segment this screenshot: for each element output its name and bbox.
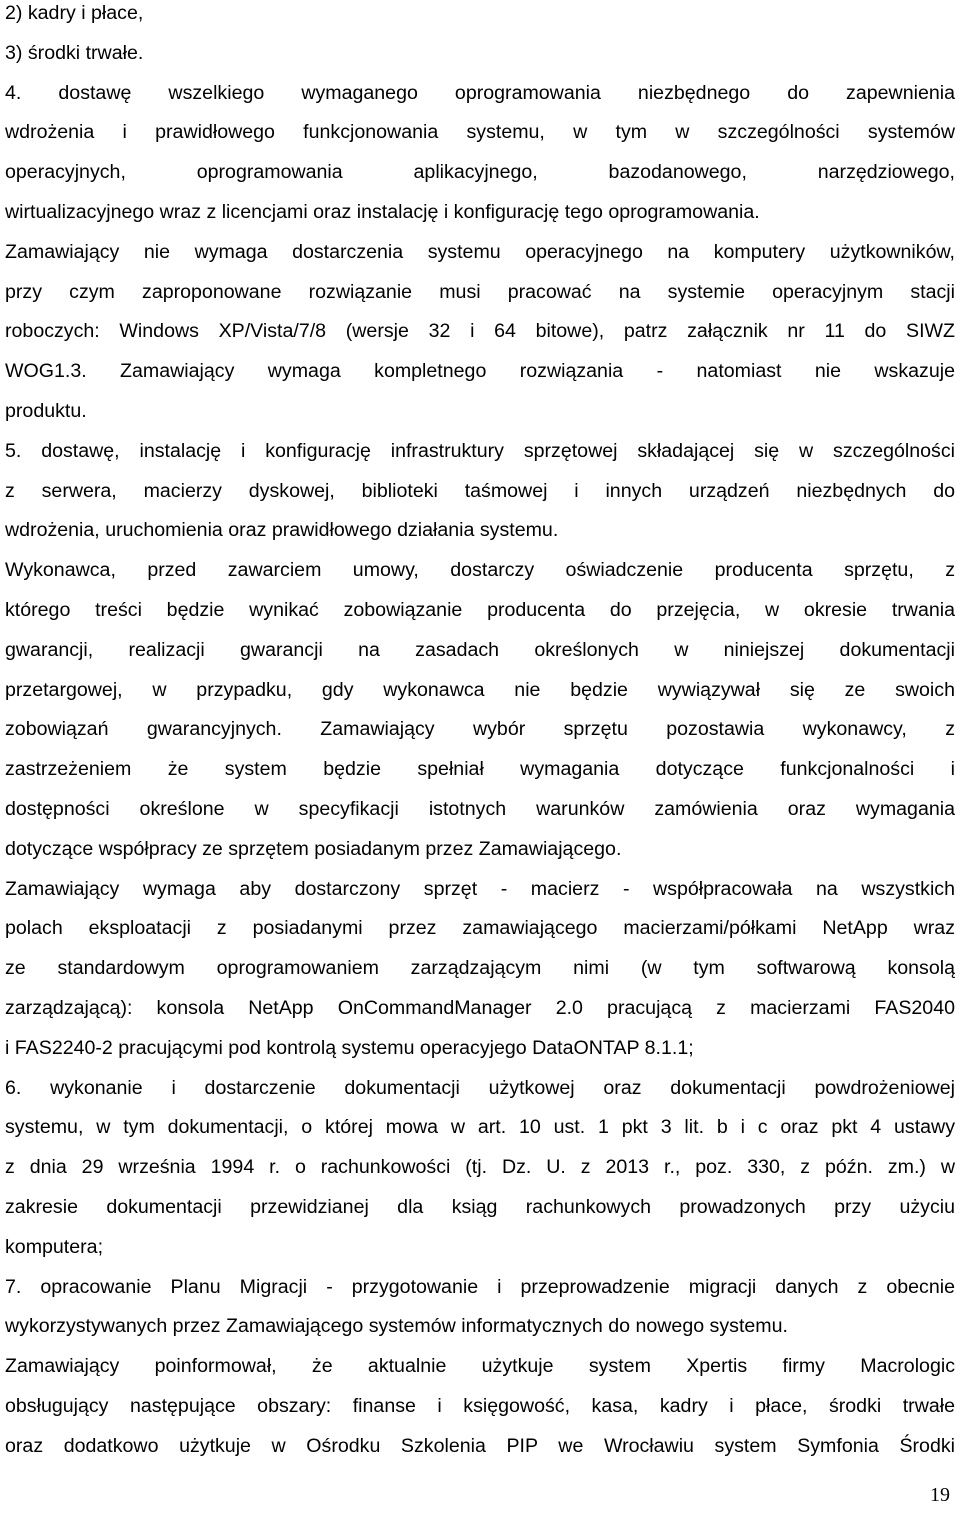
text-line: wirtualizacyjnego wraz z licencjami oraz instalację i konfigurację tego oprogramowania. [5, 200, 760, 223]
text-line: z serwera, macierzy dyskowej, biblioteki taśmowej i innych urządzeń niezbędnych do [5, 479, 955, 502]
text-line: 4. dostawę wszelkiego wymaganego oprogramowania niezbędnego do zapewnienia [5, 81, 955, 104]
text-line: roboczych: Windows XP/Vista/7/8 (wersje 32 i 64 bitowe), patrz załącznik nr 11 do SIWZ [5, 320, 955, 343]
text-line: 5. dostawę, instalację i konfigurację infrastruktury sprzętowej składającej się w szczególności [5, 439, 955, 462]
text-line: Zamawiający wymaga aby dostarczony sprzęt - macierz - współpracowała na wszystkich [5, 877, 955, 900]
text-line: wdrożenia, uruchomienia oraz prawidłowego działania systemu. [5, 519, 559, 542]
text-line: przy czym zaproponowane rozwiązanie musi pracować na systemie operacyjnym stacji [5, 280, 955, 303]
document-page [5, 0, 955, 1466]
document-body [5, 0, 955, 1466]
text-line: i FAS2240-2 pracującymi pod kontrolą systemu operacyjego DataONTAP 8.1.1; [5, 1036, 694, 1059]
text-line: zastrzeżeniem że system będzie spełniał wymagania dotyczące funkcjonalności i [5, 758, 955, 781]
text-line: komputera; [5, 1235, 104, 1258]
text-line: operacyjnych, oprogramowania aplikacyjnego, bazodanowego, narzędziowego, [5, 161, 955, 184]
text-line: zarządzającą): konsola NetApp OnCommandManager 2.0 pracującą z macierzami FAS2040 [5, 996, 955, 1019]
text-line: którego treści będzie wynikać zobowiązanie producenta do przejęcia, w okresie trwania [5, 598, 955, 621]
text-line: zobowiązań gwarancyjnych. Zamawiający wybór sprzętu pozostawia wykonawcy, z [5, 718, 955, 741]
text-line: produktu. [5, 399, 87, 422]
text-line: dotyczące współpracy ze sprzętem posiadanym przez Zamawiającego. [5, 837, 622, 860]
text-line: obsługujący następujące obszary: finanse i księgowość, kasa, kadry i płace, środki trwałe [5, 1394, 955, 1417]
text-line: wdrożenia i prawidłowego funkcjonowania systemu, w tym w szczególności systemów [5, 121, 955, 144]
text-line: oraz dodatkowo użytkuje w Ośrodku Szkolenia PIP we Wrocławiu system Symfonia Środki [5, 1434, 955, 1457]
text-line: WOG1.3. Zamawiający wymaga kompletnego rozwiązania - natomiast nie wskazuje [5, 360, 955, 383]
text-line: z dnia 29 września 1994 r. o rachunkowości (tj. Dz. U. z 2013 r., poz. 330, z późn. zm.) w [5, 1156, 955, 1179]
text-line: Zamawiający nie wymaga dostarczenia systemu operacyjnego na komputery użytkowników, [5, 240, 955, 263]
text-line: zakresie dokumentacji przewidzianej dla ksiąg rachunkowych prowadzonych przy użyciu [5, 1195, 955, 1218]
text-line: przetargowej, w przypadku, gdy wykonawca nie będzie wywiązywał się ze swoich [5, 678, 955, 701]
text-line: ze standardowym oprogramowaniem zarządzającym nimi (w tym softwarową konsolą [5, 957, 955, 980]
text-line: Zamawiający poinformował, że aktualnie użytkuje system Xpertis firmy Macrologic [5, 1355, 955, 1378]
text-line: 3) środki trwałe. [5, 41, 144, 64]
text-line: gwarancji, realizacji gwarancji na zasadach określonych w niniejszej dokumentacji [5, 638, 955, 661]
text-line: dostępności określone w specyfikacji istotnych warunków zamówienia oraz wymagania [5, 797, 955, 820]
text-line: 6. wykonanie i dostarczenie dokumentacji użytkowej oraz dokumentacji powdrożeniowej [5, 1076, 955, 1099]
text-line: wykorzystywanych przez Zamawiającego systemów informatycznych do nowego systemu. [5, 1315, 788, 1338]
text-line: polach eksploatacji z posiadanymi przez zamawiającego macierzami/półkami NetApp wraz [5, 917, 955, 940]
text-line: 2) kadry i płace, [5, 2, 144, 24]
text-line: Wykonawca, przed zawarciem umowy, dostarczy oświadczenie producenta sprzętu, z [5, 559, 955, 582]
text-line: systemu, w tym dokumentacji, o której mowa w art. 10 ust. 1 pkt 3 lit. b i c oraz pkt 4 ustawy [5, 1116, 955, 1139]
text-line: 7. opracowanie Planu Migracji - przygotowanie i przeprowadzenie migracji danych z obecnie [5, 1275, 955, 1298]
page-number: 19 [930, 1484, 950, 1506]
